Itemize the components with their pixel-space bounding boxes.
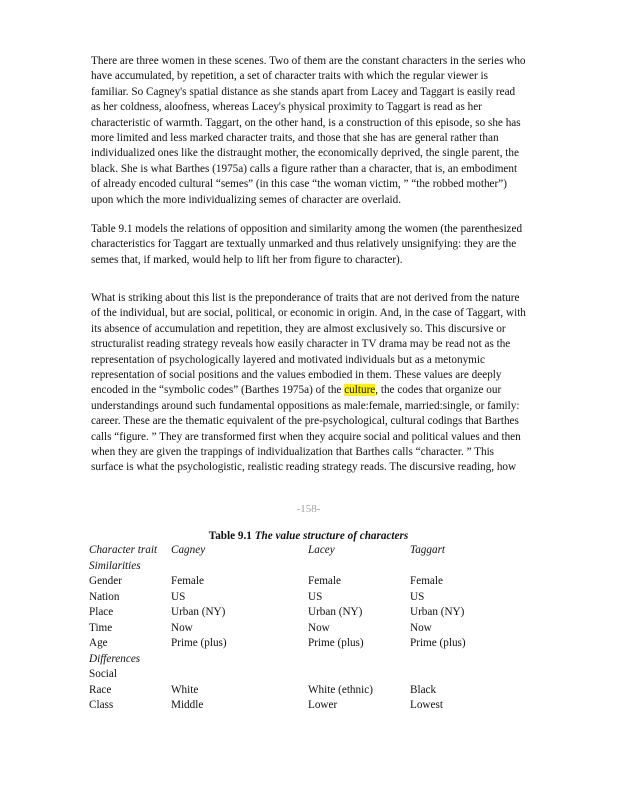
table-cell: Female xyxy=(410,575,443,587)
subsection-social: Social xyxy=(89,668,117,680)
table-cell: Prime (plus) xyxy=(171,637,227,649)
section-similarities: Similarities xyxy=(89,559,141,572)
header-lacey: Lacey xyxy=(308,544,335,556)
paragraph-3-text-a: What is striking about this list is the preponderance of traits that are not derived from the nature of the individual, but are social, political, or economic in origin. And, in the case of Taggart, with its absence of accumulation and repetition, they are almost exclusively so. This discursive or structuralist reading strategy reveals how easily character in TV drama may be read not as the representation of psychologically layered and motivated individuals but as a metonymic representation of social positions and the values embodied in them. These values are deeply encoded in the “symbolic codes” (Barthes 1975a) of the xyxy=(91,292,526,397)
table-cell: US xyxy=(410,590,425,603)
table-caption xyxy=(0,530,617,542)
table-cell: Middle xyxy=(171,699,204,711)
header-taggart: Taggart xyxy=(410,544,446,556)
table-cell: White xyxy=(171,683,199,696)
table-row xyxy=(89,683,510,699)
header-character-trait: Character trait xyxy=(89,544,158,556)
table-cell: Female xyxy=(171,575,204,587)
subsection-row-social xyxy=(89,667,510,683)
table-row xyxy=(89,698,510,714)
table-cell: US xyxy=(171,590,186,603)
paragraph-3-text-b: , the codes that organize our understandings around such fundamental oppositions as male:female, married:single, or family: career. These are the thematic equivalent of the pre-psychological, cultural codings that Barthes calls “figure. ” They are transformed first when they acquire social and political values and then when they are given the trappings of individualization that Barthes calls “character. ” This surface is what the psychologistic, realistic reading strategy reads. The discursive reading, how xyxy=(91,384,521,474)
table-caption-prefix: Table 9.1 xyxy=(208,530,255,542)
table-caption-title: The value structure of characters xyxy=(254,530,409,542)
section-row-differences xyxy=(89,652,510,668)
table-cell: Age xyxy=(89,637,108,649)
section-row-similarities xyxy=(89,559,510,575)
value-structure-table xyxy=(89,543,510,714)
paragraph-3 xyxy=(91,291,527,476)
table-cell: Black xyxy=(410,683,437,696)
table-cell: Now xyxy=(410,621,432,634)
table-row xyxy=(89,590,510,606)
table-cell: Gender xyxy=(89,575,122,587)
table-cell: Place xyxy=(89,606,114,618)
table-cell: Race xyxy=(89,683,112,696)
table-cell: Female xyxy=(308,575,341,587)
page-number: -158- xyxy=(296,503,321,515)
section-differences: Differences xyxy=(89,652,141,665)
paragraph-1: There are three women in these scenes. Two of them are the constant characters in the series who have accumulated, by repetition, a set of character traits with which the regular viewer is familiar. So Cagney's spatial distance as she stands apart from Lacey and Taggart is easily read as her coldness, aloofness, whereas Lacey's physical proximity to Taggart is read as her characteristic of warmth. Taggart, on the other hand, is a construction of this episode, so she has more limited and less marked character traits, and those that she has are general rather than individualized ones like the distraught mother, the economically deprived, the single parent, the black. She is what Barthes (1975a) calls a figure rather than a character, that is, an embodiment of already encoded cultural “semes” (in this case “the woman victim, ” “the robbed mother”) upon which the more individualizing semes of character are overlaid. xyxy=(91,55,526,206)
table-cell: Urban (NY) xyxy=(171,606,226,618)
table-cell: Prime (plus) xyxy=(308,637,364,649)
table-cell: Now xyxy=(171,621,193,634)
table-cell: US xyxy=(308,590,323,603)
highlighted-word: culture xyxy=(344,384,376,397)
table-row xyxy=(89,621,510,637)
table-header-row xyxy=(89,543,510,559)
table-cell: White (ethnic) xyxy=(308,683,373,696)
table-cell: Class xyxy=(89,699,114,711)
table-cell: Prime (plus) xyxy=(410,637,466,649)
table-row xyxy=(89,605,510,621)
table-row xyxy=(89,574,510,590)
table-cell: Time xyxy=(89,621,113,634)
table-cell: Urban (NY) xyxy=(308,606,363,618)
header-cagney: Cagney xyxy=(171,544,206,556)
table-cell: Lowest xyxy=(410,699,443,711)
table-cell: Lower xyxy=(308,699,338,711)
table-cell: Urban (NY) xyxy=(410,606,465,618)
table-cell: Now xyxy=(308,621,330,634)
table-row xyxy=(89,636,510,652)
paragraph-2: Table 9.1 models the relations of opposition and similarity among the women (the parenthesized characteristics for Taggart are textually unmarked and thus relatively unsignifying: they are the semes that, if marked, would help to lift her from figure to character). xyxy=(91,223,523,266)
table-cell: Nation xyxy=(89,590,120,603)
